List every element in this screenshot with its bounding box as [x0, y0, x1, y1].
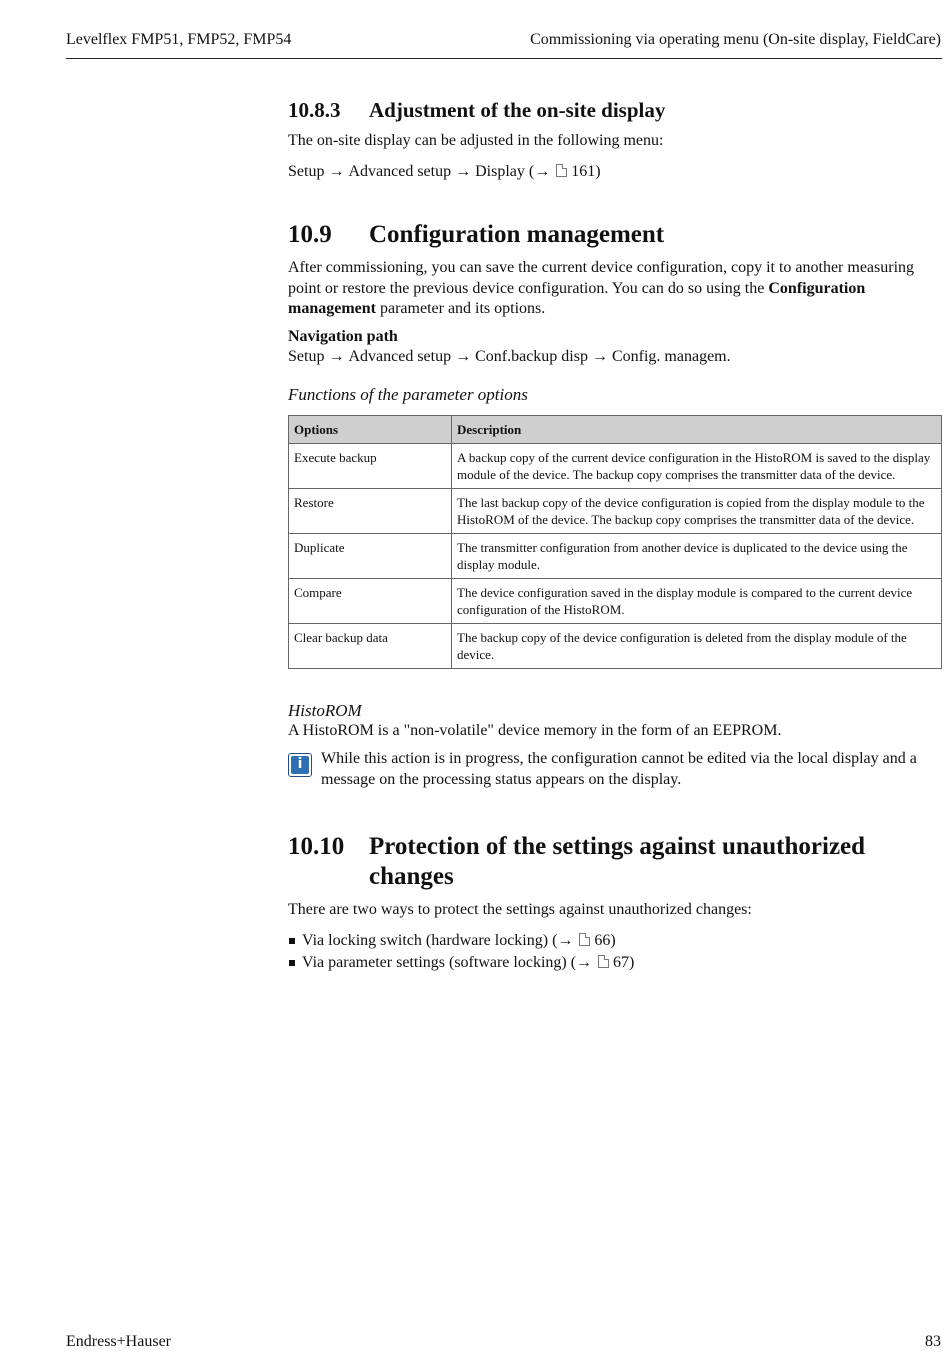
- footer-company: Endress+Hauser: [66, 1333, 171, 1350]
- description-cell: The last backup copy of the device configuration is copied from the display module to the HistoROM of the device. The backup copy comprises the transmitter data of the device.: [452, 488, 942, 533]
- list-item: [288, 930, 942, 952]
- table-row: [289, 488, 942, 533]
- table-header-row: [289, 415, 942, 443]
- option-cell: Restore: [289, 488, 452, 533]
- description-cell: A backup copy of the current device configuration in the HistoROM is saved to the display module of the device. The backup copy comprises the transmitter data of the device.: [452, 443, 942, 488]
- historom-title: HistoROM: [288, 700, 362, 720]
- navigation-path-heading: Navigation path: [288, 327, 398, 345]
- section-intro: There are two ways to protect the settings against unauthorized changes:: [288, 901, 752, 918]
- section-number: 10.9: [288, 221, 332, 248]
- arrow-right-icon: →: [576, 953, 593, 971]
- section-title: Configuration management: [369, 221, 665, 248]
- section-intro: The on-site display can be adjusted in the following menu:: [288, 132, 664, 149]
- info-icon: [288, 753, 312, 777]
- table-caption: Functions of the parameter options: [288, 384, 528, 404]
- list-item-text: Via locking switch (hardware locking) (: [302, 931, 558, 949]
- info-note-text: While this action is in progress, the configuration cannot be edited via the local display and a message on the processing status appears on the display.: [321, 750, 917, 788]
- page-number: 83: [925, 1333, 941, 1350]
- navigation-path: [288, 347, 942, 368]
- option-cell: Compare: [289, 578, 452, 623]
- section-title: Protection of the settings against unauthorized changes: [369, 833, 866, 890]
- page-reference-icon[interactable]: [579, 933, 590, 946]
- table-row: [289, 623, 942, 668]
- description-cell: The device configuration saved in the display module is compared to the current device configuration of the HistoROM.: [452, 578, 942, 623]
- path-step: Setup: [288, 162, 325, 180]
- option-cell: Execute backup: [289, 443, 452, 488]
- page-content: [288, 96, 942, 974]
- arrow-right-icon: →: [591, 348, 608, 365]
- info-note: [288, 749, 942, 790]
- section-heading-10-8-3: [288, 96, 942, 124]
- table-row: [289, 533, 942, 578]
- path-step: Advanced setup: [348, 348, 452, 365]
- options-table: [288, 415, 942, 669]
- column-header-description: Description: [452, 415, 942, 443]
- path-step: Display (: [475, 162, 535, 180]
- arrow-right-icon: →: [534, 162, 551, 180]
- page-reference-number[interactable]: 66): [594, 931, 616, 949]
- section-paragraph: [288, 258, 942, 320]
- path-step: Conf.backup disp: [475, 348, 588, 365]
- arrow-right-icon: →: [328, 162, 345, 180]
- arrow-right-icon: →: [328, 348, 345, 365]
- column-header-options: Options: [289, 415, 452, 443]
- parameter-name: Configuration management: [288, 279, 866, 317]
- section-heading-10-9: [288, 220, 942, 250]
- header-chapter-title: Commissioning via operating menu (On-site display, FieldCare): [530, 31, 941, 48]
- section-title: Adjustment of the on-site display: [369, 98, 666, 122]
- path-step: Config. managem.: [611, 348, 731, 365]
- table-row: [289, 443, 942, 488]
- arrow-right-icon: →: [557, 931, 574, 949]
- section-heading-10-10: [288, 832, 942, 892]
- path-step: Setup: [288, 348, 325, 365]
- protection-methods-list: [288, 930, 942, 974]
- page-reference-number[interactable]: 161): [571, 162, 601, 180]
- description-cell: The backup copy of the device configuration is deleted from the display module of the device.: [452, 623, 942, 668]
- page-reference-number[interactable]: 67): [613, 953, 635, 971]
- path-step: Advanced setup: [348, 162, 452, 180]
- page-footer: [66, 1333, 941, 1355]
- page-reference-icon[interactable]: [556, 164, 567, 177]
- list-item-text: Via parameter settings (software locking) (: [302, 953, 577, 971]
- page-header: [66, 31, 941, 53]
- paragraph-text: parameter and its options.: [375, 300, 546, 317]
- menu-path-display: [288, 162, 942, 183]
- list-item: [288, 952, 942, 974]
- description-cell: The transmitter configuration from another device is duplicated to the device using the display module.: [452, 533, 942, 578]
- historom-text: A HistoROM is a "non-volatile" device memory in the form of an EEPROM.: [288, 721, 782, 739]
- section-number: 10.10: [288, 833, 345, 860]
- paragraph-text: After commissioning, you can save the current device configuration, copy it to another measuring point or restore the previous device configuration. You can do so using the: [288, 259, 915, 297]
- arrow-right-icon: →: [455, 162, 472, 180]
- header-rule: [66, 58, 942, 59]
- table-row: [289, 578, 942, 623]
- page-reference-icon[interactable]: [598, 955, 609, 968]
- option-cell: Clear backup data: [289, 623, 452, 668]
- info-icon-glyph: i: [291, 756, 309, 774]
- option-cell: Duplicate: [289, 533, 452, 578]
- arrow-right-icon: →: [455, 348, 472, 365]
- section-number: 10.8.3: [288, 98, 341, 122]
- header-document-title: Levelflex FMP51, FMP52, FMP54: [66, 31, 292, 48]
